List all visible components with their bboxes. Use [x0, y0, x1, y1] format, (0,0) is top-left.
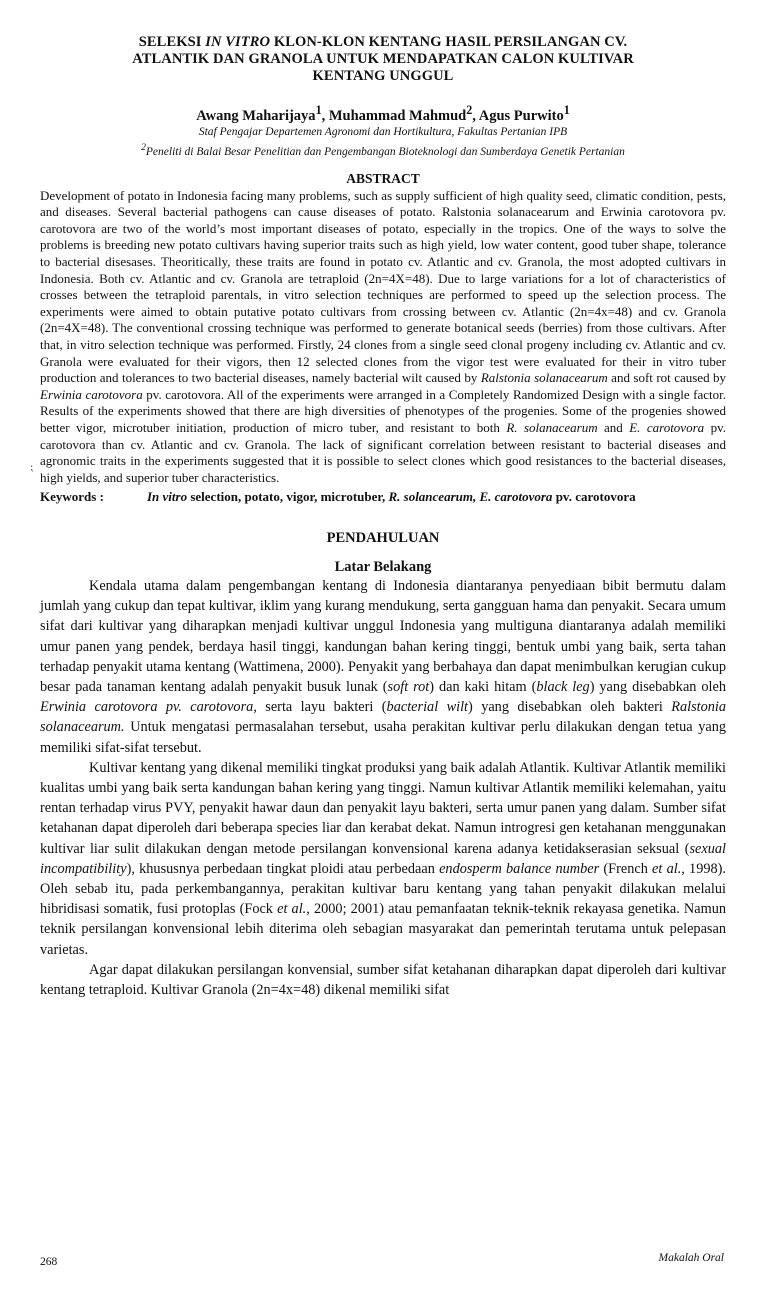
body-text: 1998). Oleh sebab itu, pada perkembangannya, perakitan kultivar baru kentang yang tahan penyakit dilakukan melalui hibridisasi somatik, fusi protoplas (Fock — [40, 860, 726, 918]
abstract-text: and soft rot caused by — [607, 370, 727, 386]
abstract-text: and — [597, 419, 630, 435]
title-text: KLON-KLON KENTANG HASIL PERSILANGAN CV. — [270, 34, 628, 50]
abstract-body — [40, 188, 726, 487]
author-separator: , — [321, 107, 329, 124]
author-separator: , — [472, 107, 479, 124]
keyword-text: selection, potato, vigor, microtuber, — [187, 489, 389, 505]
body-italic: soft rot — [387, 678, 430, 695]
body-italic: bacterial wilt — [386, 699, 469, 716]
abstract-italic: R. solanacearum — [506, 419, 598, 435]
body-text: ) yang disebabkan oleh — [589, 678, 726, 695]
body-text: 2000; 2001) atau pemanfaatan teknik-teknik rekayasa genetika. Namun teknik persilangan konvensional lebih diterima oleh sebagian masyarakat dan pemerintah terutama untuk pelepasan varietas. — [40, 901, 727, 958]
abstract-italic: Ralstonia solanacearum — [480, 370, 608, 386]
author-name: Muhammad Mahmud — [328, 107, 467, 124]
affiliation-2 — [40, 140, 726, 160]
title-line-2: ATLANTIK DAN GRANOLA UNTUK MENDAPATKAN CALON KULTIVAR — [132, 51, 634, 67]
title-line-3: KENTANG UNGGUL — [312, 68, 454, 84]
keywords-list — [147, 489, 636, 506]
subsection-heading: Latar Belakang — [334, 558, 432, 575]
body-italic: Ralstonia solanacearum. — [40, 699, 727, 736]
affiliation-1: Staf Pengajar Departemen Agronomi dan Hortikultura, Fakultas Pertanian IPB — [198, 125, 568, 138]
body-italic: et al., — [277, 901, 310, 918]
body-italic: endosperm balance number — [439, 860, 600, 877]
footer-label: Makalah Oral — [658, 1252, 724, 1264]
body-paragraph-1 — [40, 576, 726, 758]
body-text: serta layu bakteri ( — [256, 699, 387, 716]
affiliation-superscript: 2 — [141, 141, 146, 153]
author-list — [40, 101, 726, 125]
abstract-heading: ABSTRACT — [346, 170, 420, 186]
keyword-text: pv. carotovora — [552, 489, 636, 505]
paper-page — [40, 34, 726, 1000]
author-superscript: 1 — [315, 103, 322, 117]
keyword-italic: R. solancearum, E. carotovora — [388, 489, 553, 505]
abstract-text: pv. carotovora. All of the experiments were arranged in a Completely Randomized Design with a single factor. Results of the experiments showed that there are high diversities of phenotypes of the progenies. Some of the progenies showed better vigor, microtuber initiation, production of micro tuber, and resistant to both — [40, 386, 726, 435]
body-text: ) yang disebabkan oleh bakteri — [468, 699, 672, 716]
margin-mark: ⁏ — [30, 462, 34, 473]
page-number: 268 — [40, 1256, 58, 1268]
body-italic: Erwinia carotovora pv. carotovora, — [40, 699, 257, 716]
body-text: Kendala utama dalam pengembangan kentang di Indonesia diantaranya penyediaan bibit bermutu dalam jumlah yang cukup dan tepat kultivar, iklim yang kurang mendukung, serta gangguan hama dan penyakit. Secara umum sifat dari kultivar yang diharapkan menjadi kultivar unggul Indonesia yang multiguna diantaranya adalah memiliki umur panen yang pendek, berdaya hasil tinggi, kandungan bahan kering tinggi, bentuk umbi yang baik, serta tahan terhadap penyakit utama kentang (Wattimena, 2000). Penyakit yang berbahaya dan dapat menimbulkan kerugian cukup besar pada tanaman kentang adalah penyakit busuk lunak ( — [40, 577, 726, 695]
abstract-italic: Erwinia carotovora — [40, 386, 143, 402]
keyword-italic: In vitro — [147, 489, 188, 505]
author-superscript: 1 — [563, 103, 570, 117]
body-text: ) dan kaki hitam ( — [429, 678, 537, 695]
body-italic: black leg — [536, 678, 590, 695]
body-text: ), khususnya perbedaan tingkat ploidi atau perbedaan — [126, 860, 440, 877]
abstract-text: pv. carotovora than cv. Atlantic and cv. Granola. The lack of significant correlation between resistant to bacterial diseases and agronomic traits in the experiments suggested that it is possible to select clones which good resistances to the bacterial diseases, high yields, and superior tuber characteristics. — [40, 419, 726, 485]
title-line-1 — [40, 34, 726, 51]
body-text: Kultivar kentang yang dikenal memiliki tingkat produksi yang baik adalah Atlantik. Kultivar Atlantik memiliki kualitas umbi yang baik serta kandungan bahan kering yang tinggi. Namun kultivar Atlantik memiliki kelemahan, yaitu rentan terhadap virus PVY, penyakit hawar daun dan penyakit layu bakteri, serta umur panen yang dalam. Sumber sifat ketahanan dapat diperoleh dari beberapa species liar dan kerabat dekat. Namun introgresi gen ketahanan menggunakan kultivar liar sulit dilakukan dengan metode persilangan konvensional karena adanya ketidakserasian seksual ( — [40, 759, 726, 857]
body-text: Agar dapat dilakukan persilangan konvensial, sumber sifat ketahanan diharapkan dapat diperoleh dari kultivar kentang tetraploid. Kultivar Granola (2n=4x=48) dikenal memiliki sifat — [40, 961, 726, 998]
body-text: Untuk mengatasi permasalahan tersebut, usaha perakitan kultivar perlu dilakukan dengan tetua yang memiliki sifat-sifat tersebut. — [40, 719, 726, 756]
paper-title — [40, 34, 726, 85]
body-italic: et al., — [652, 860, 685, 877]
body-italic: sexual incompatibility — [40, 840, 726, 877]
affiliation-text: Peneliti di Balai Besar Penelitian dan Pengembangan Bioteknologi dan Sumberdaya Genetik Pertanian — [145, 145, 625, 158]
abstract-text: Development of potato in Indonesia facing many problems, such as supply sufficient of high quality seed, climatic condition, pests, and diseases. Several bacterial pathogens can cause diseases of potato. Ralstonia solanacearum and Erwinia carotovora pv. carotovora are two of the world’s most important diseases of potato, especially in the tropics. One of the ways to solve the problems is breeding new potato cultivars having superior traits such as high yield, low water content, good tuber shape, tolerance to bacterial disesases. Theoritically, these traits are found in potato cv. Atlantic and cv. Granola, the most adopted cultivars in Indonesia. Both cv. Atlantic and cv. Granola are tetraploid (2n=4X=48). Due to large variations for a lot of characteristics of crosses between the tetraploid parentals, in vitro selection techniques are performed to speed up the selection process. The experiments were aimed to obtain putative potato cultivars from crossing between cv. Atlantic (2n=4x=48) and cv. Granola (2n=4X=48). The conventional crossing technique was performed to generate botanical seeds (berries) from those cultivars. After that, in vitro selection technique was performed. Firstly, 24 clones from a single seed clonal progeny including cv. Atlantic and cv. Granola were evaluated for their vigors, then 12 selected clones from the vigor test were evaluated for their in vitro tuber production and tolerances to two bacterial diseases, namely bacterial wilt caused by — [40, 187, 726, 386]
author-superscript: 2 — [466, 103, 473, 117]
abstract-italic: E. carotovora — [629, 419, 705, 435]
body-paragraph-2 — [40, 758, 726, 960]
keywords — [40, 489, 726, 506]
title-text: SELEKSI — [138, 34, 206, 50]
body-text: (French — [599, 860, 653, 877]
title-italic: IN VITRO — [205, 34, 271, 50]
body-paragraph-3 — [40, 960, 726, 1000]
author-name: Agus Purwito — [478, 107, 564, 124]
author-name: Awang Maharijaya — [196, 107, 316, 124]
section-heading: PENDAHULUAN — [326, 529, 440, 546]
keywords-label: Keywords : — [40, 489, 104, 505]
